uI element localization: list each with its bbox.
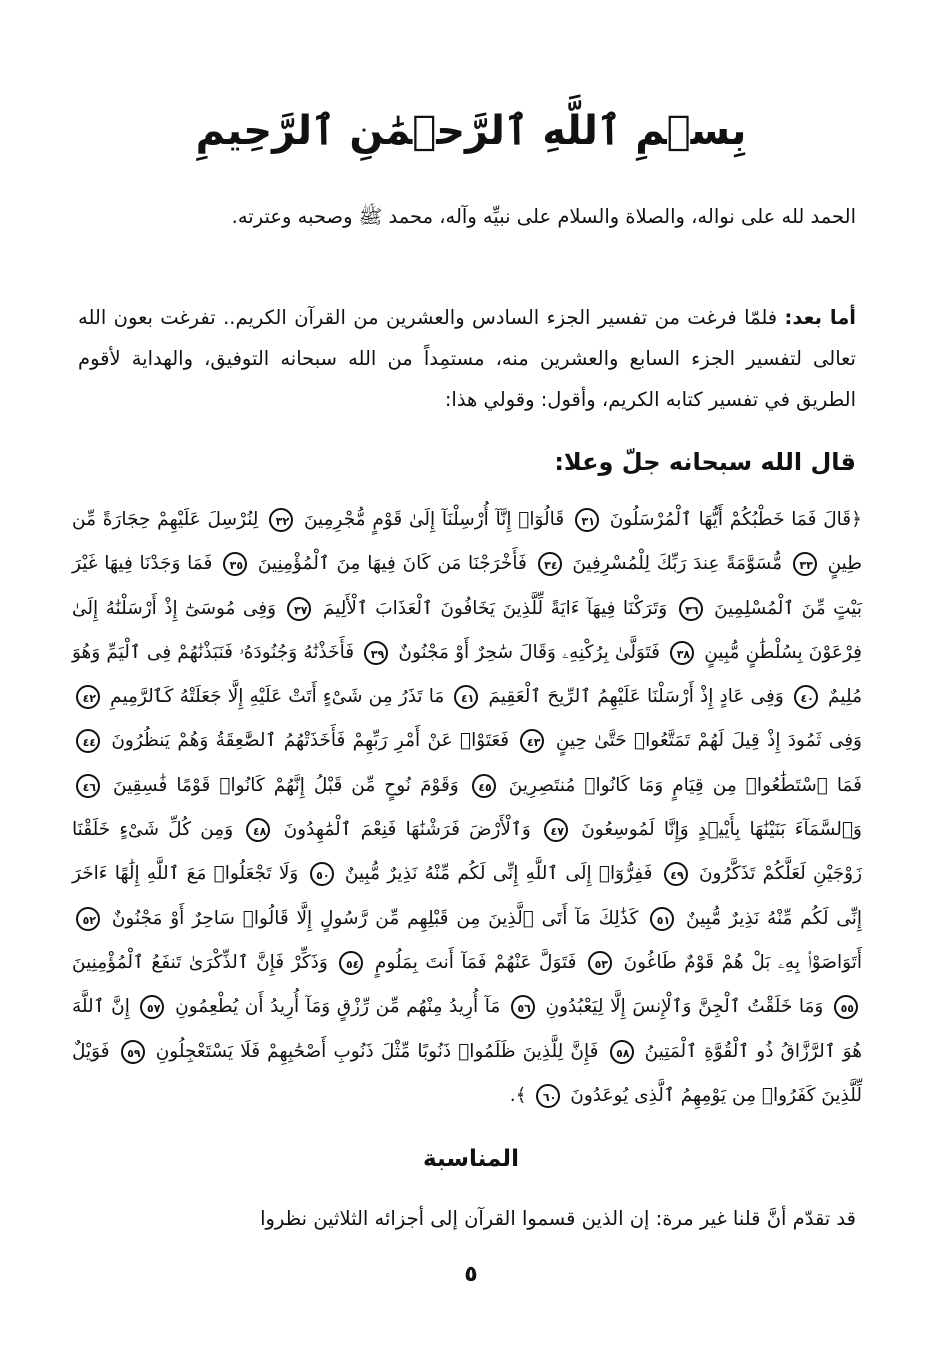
verse-number-marker: ٣٣: [793, 552, 817, 576]
basmala-heading: بِسۡمِ ٱللَّهِ ٱلرَّحۡمَٰنِ ٱلرَّحِيمِ: [195, 108, 747, 154]
verse-number-marker: ٣٢: [269, 508, 293, 532]
verse-text: أَتَوَاصَوْا۟ بِهِۦ بَلْ هُمْ قَوْمٌ طَاغُونَ: [623, 951, 862, 973]
verse-number-marker: ٤١: [454, 685, 478, 709]
verse-number-marker: ٤٨: [246, 818, 270, 842]
verse-text: وَٱلْأَرْضَ فَرَشْنَٰهَا فَنِعْمَ ٱلْمَٰهِدُونَ: [283, 819, 531, 841]
verse-text: فَأَخَذْنَٰهُ وَجُنُودَهُۥ فَنَبَذْنَٰهُمْ فِى ٱلْيَمِّ وَهُوَ مُلِيمٌ: [72, 641, 862, 708]
munasaba-heading: المناسبة: [423, 1146, 519, 1172]
verse-text: مُّسَوَّمَةً عِندَ رَبِّكَ لِلْمُسْرِفِينَ: [572, 553, 783, 575]
verse-number-marker: ٥٥: [834, 995, 858, 1019]
verse-text: وَٱلسَّمَآءَ بَنَيْنَٰهَا بِأَيْي۟دٍ وَإِنَّا لَمُوسِعُونَ: [581, 819, 862, 841]
verse-number-marker: ٣٥: [223, 552, 247, 576]
verse-text: فَتَوَلَّ عَنْهُمْ فَمَآ أَنتَ بِمَلُومٍ: [374, 951, 577, 973]
amma-text: فلمّا فرغت من تفسير الجزء السادس والعشرين من القرآن الكريم.. تفرغت بعون الله تعالى لتفسير الجزء السابع والعشرين منه، مستمِداً من الله سبحانه التوفيق، والهداية لأقوم الطريق في تفسير كتابه الكريم، وأقول: وقولي هذا:: [78, 306, 856, 411]
verse-number-marker: ٤٧: [544, 818, 568, 842]
verse-text: فَمَا ٱسْتَطَٰعُوا۟ مِن قِيَامٍ وَمَا كَانُوا۟ مُنتَصِرِينَ: [508, 774, 863, 796]
verse-text: فَوَيْلٌ لِّلَّذِينَ كَفَرُوا۟ مِن يَوْمِهِمُ ٱلَّذِى يُوعَدُونَ: [72, 1040, 862, 1106]
verse-text: وَفِى ثَمُودَ إِذْ قِيلَ لَهُمْ تَمَتَّعُوا۟ حَتَّىٰ حِينٍ: [555, 730, 862, 752]
verse-number-marker: ٥٢: [76, 907, 100, 931]
verse-text: وَذَكِّرْ فَإِنَّ ٱلذِّكْرَىٰ تَنفَعُ ٱلْمُؤْمِنِينَ: [72, 951, 328, 973]
verse-text: وَفِى عَادٍ إِذْ أَرْسَلْنَا عَلَيْهِمُ ٱلرِّيحَ ٱلْعَقِيمَ: [488, 686, 784, 708]
verse-number-marker: ٤٣: [520, 729, 544, 753]
verse-text: وَفِى مُوسَىٰٓ إِذْ أَرْسَلْنَٰهُ إِلَىٰ فِرْعَوْنَ بِسُلْطَٰنٍ مُّبِينٍ: [72, 597, 863, 663]
munasaba-paragraph: قد تقدّم أنَّ قلنا غير مرة: إن الذين قسموا القرآن إلى أجزائه الثلاثين نظروا: [260, 1207, 856, 1230]
verse-text: فَأَخْرَجْنَا مَن كَانَ فِيهَا مِنَ ٱلْمُؤْمِنِينَ: [257, 553, 527, 575]
verse-text: وَمِن كُلِّ شَىْءٍ خَلَقْنَا زَوْجَيْنِ لَعَلَّكُمْ تَذَكَّرُونَ: [72, 819, 863, 885]
verses-open-bracket: ﴿: [851, 509, 862, 530]
verse-number-marker: ٥١: [650, 907, 674, 931]
verse-number-marker: ٤٦: [76, 774, 100, 798]
section-heading: قال الله سبحانه جلّ وعلا:: [554, 448, 856, 476]
verse-number-marker: ٥٧: [140, 995, 164, 1019]
verse-text: وَلَا تَجْعَلُوا۟ مَعَ ٱللَّهِ إِلَٰهًا ءَاخَرَ إِنِّى لَكُم مِّنْهُ نَذِيرٌ مُّبِينٌ: [72, 863, 862, 929]
verse-number-marker: ٥٨: [610, 1040, 634, 1064]
verse-number-marker: ٦٠: [536, 1084, 560, 1108]
verse-text: فَفِرُّوٓا۟ إِلَى ٱللَّهِ إِنِّى لَكُم مِّنْهُ نَذِيرٌ مُّبِينٌ: [344, 863, 653, 885]
verse-text: فَعَتَوْا۟ عَنْ أَمْرِ رَبِّهِمْ فَأَخَذَتْهُمُ ٱلصَّٰعِقَةُ وَهُمْ يَنظُرُونَ: [111, 730, 510, 752]
verse-text: مَآ أُرِيدُ مِنْهُم مِّن رِّزْقٍ وَمَآ أُرِيدُ أَن يُطْعِمُونِ: [175, 996, 501, 1018]
intro-hamd-paragraph: الحمد لله على نواله، والصلاة والسلام على نبيِّه وآله، محمد ﷺ وصحبه وعترته.: [231, 205, 856, 228]
verse-text: فَمَا وَجَدْنَا فِيهَا غَيْرَ بَيْتٍ مِّنَ ٱلْمُسْلِمِينَ: [72, 553, 862, 619]
verse-number-marker: ٣٩: [364, 641, 388, 665]
verse-text: كَذَٰلِكَ مَآ أَتَى ٱلَّذِينَ مِن قَبْلِهِم مِّن رَّسُولٍ إِلَّا قَالُوا۟ سَاحِرٌ أَوْ مَجْنُونٌ: [111, 907, 639, 929]
verse-number-marker: ٣١: [575, 508, 599, 532]
verse-text: قَالُوٓا۟ إِنَّآ أُرْسِلْنَآ إِلَىٰ قَوْمٍ مُّجْرِمِينَ: [303, 509, 565, 530]
verse-number-marker: ٥٣: [588, 951, 612, 975]
verse-text: قَالَ فَمَا خَطْبُكُمْ أَيُّهَا ٱلْمُرْسَلُونَ: [609, 509, 852, 530]
page-number: ٥: [464, 1262, 478, 1287]
verse-number-marker: ٣٨: [670, 641, 694, 665]
verse-text: فَإِنَّ لِلَّذِينَ ظَلَمُوا۟ ذَنُوبًا مِّثْلَ ذَنُوبِ أَصْحَٰبِهِمْ فَلَا يَسْتَعْجِلُونِ: [155, 1040, 599, 1062]
verse-number-marker: ٤٠: [794, 685, 818, 709]
verse-number-marker: ٤٢: [76, 685, 100, 709]
verse-number-marker: ٥٦: [511, 995, 535, 1019]
verse-number-marker: ٣٧: [287, 597, 311, 621]
verse-text: إِنَّ ٱللَّهَ هُوَ ٱلرَّزَّاقُ ذُو ٱلْقُوَّةِ ٱلْمَتِينُ: [72, 996, 862, 1062]
verse-number-marker: ٣٤: [538, 552, 562, 576]
verse-text: وَتَرَكْنَا فِيهَآ ءَايَةً لِّلَّذِينَ يَخَافُونَ ٱلْعَذَابَ ٱلْأَلِيمَ: [322, 597, 668, 619]
verse-number-marker: ٤٩: [664, 862, 688, 886]
verse-text: وَمَا خَلَقْتُ ٱلْجِنَّ وَٱلْإِنسَ إِلَّا لِيَعْبُدُونِ: [545, 996, 824, 1018]
verse-text: فَتَوَلَّىٰ بِرُكْنِهِۦ وَقَالَ سَٰحِرٌ أَوْ مَجْنُونٌ: [398, 641, 660, 663]
verse-number-marker: ٣٦: [679, 597, 703, 621]
verses-close-bracket: ﴾.: [509, 1084, 527, 1106]
quran-verses-block: [72, 498, 862, 1118]
verse-text: وَقَوْمَ نُوحٍ مِّن قَبْلُ إِنَّهُمْ كَانُوا۟ قَوْمًا فَٰسِقِينَ: [113, 774, 459, 796]
amma-lead: أما بعد:: [784, 306, 856, 329]
verse-number-marker: ٤٥: [472, 774, 496, 798]
verse-text: لِنُرْسِلَ عَلَيْهِمْ حِجَارَةً مِّن طِينٍ: [72, 509, 862, 575]
verse-number-marker: ٤٤: [76, 729, 100, 753]
verse-number-marker: ٥٠: [310, 862, 334, 886]
verse-number-marker: ٥٩: [121, 1040, 145, 1064]
intro-amma-paragraph: [78, 297, 856, 420]
verse-number-marker: ٥٤: [339, 951, 363, 975]
verse-text: مَا تَذَرُ مِن شَىْءٍ أَتَتْ عَلَيْهِ إِلَّا جَعَلَتْهُ كَٱلرَّمِيمِ: [110, 686, 445, 708]
